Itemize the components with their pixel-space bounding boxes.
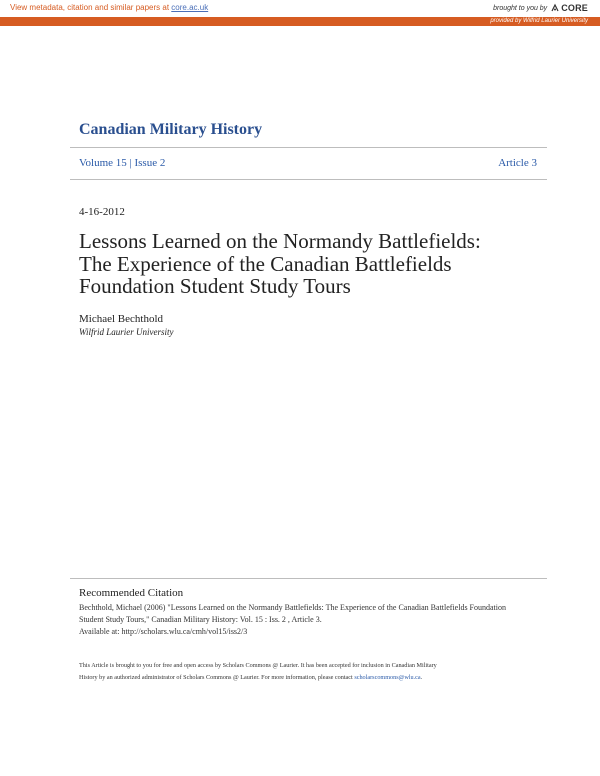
access-notice: [79, 660, 539, 684]
core-metadata-link[interactable]: [10, 3, 208, 12]
article-title-line: Foundation Student Study Tours: [79, 274, 351, 298]
author-affiliation: Wilfrid Laurier University: [79, 327, 174, 337]
author-name: Michael Bechthold: [79, 313, 164, 325]
volume-issue-link[interactable]: Volume 15 | Issue 2: [79, 157, 166, 169]
citation-divider: [70, 578, 547, 579]
recommended-citation-heading: Recommended Citation: [79, 587, 184, 599]
provided-by-text: provided by Wilfrid Laurier University: [490, 18, 588, 24]
publication-date: 4-16-2012: [79, 206, 125, 218]
article-title-line: The Experience of the Canadian Battlefields: [79, 251, 452, 276]
core-metadata-link-text: View metadata, citation and similar papers at: [10, 3, 172, 12]
notice-line-text: History by an authorized administrator of Scholars Commons @ Laurier. For more information, please contact: [79, 674, 355, 681]
core-banner-top: [0, 0, 600, 17]
core-logo-icon: [550, 3, 560, 13]
citation-line: Student Study Tours," Canadian Military History: Vol. 15 : Iss. 2 , Article 3.: [79, 615, 322, 624]
header-divider-top: [70, 147, 547, 148]
notice-line: This Article is brought to you for free and open access by Scholars Commons @ Laurier. It has been accepted for inclusion in Canadian Military: [79, 662, 437, 669]
recommended-citation-text: [79, 602, 539, 638]
core-domain-link[interactable]: core.ac.uk: [171, 3, 209, 12]
journal-title-link[interactable]: Canadian Military History: [79, 121, 263, 138]
article-title: [79, 230, 519, 298]
core-logo[interactable]: [550, 3, 588, 13]
core-provider-bar: [0, 17, 600, 26]
notice-line-end: .: [420, 674, 423, 681]
notice-line: [79, 672, 539, 684]
header-divider-bottom: [70, 179, 547, 180]
brought-to-you-by: [493, 3, 588, 13]
core-logo-text: CORE: [561, 3, 588, 13]
article-title-line: Lessons Learned on the Normandy Battlefields:: [79, 229, 481, 253]
brought-to-you-by-text: brought to you by: [493, 4, 548, 12]
citation-url-line: Available at: http://scholars.wlu.ca/cmh/vol15/iss2/3: [79, 627, 248, 636]
citation-line: Bechthold, Michael (2006) "Lessons Learned on the Normandy Battlefields: The Experience of the Canadian Battlefields Foundation: [79, 603, 506, 612]
core-banner: [0, 0, 600, 26]
contact-email-link[interactable]: scholarscommons@wlu.ca: [354, 674, 421, 681]
article-number-link[interactable]: Article 3: [498, 157, 537, 169]
